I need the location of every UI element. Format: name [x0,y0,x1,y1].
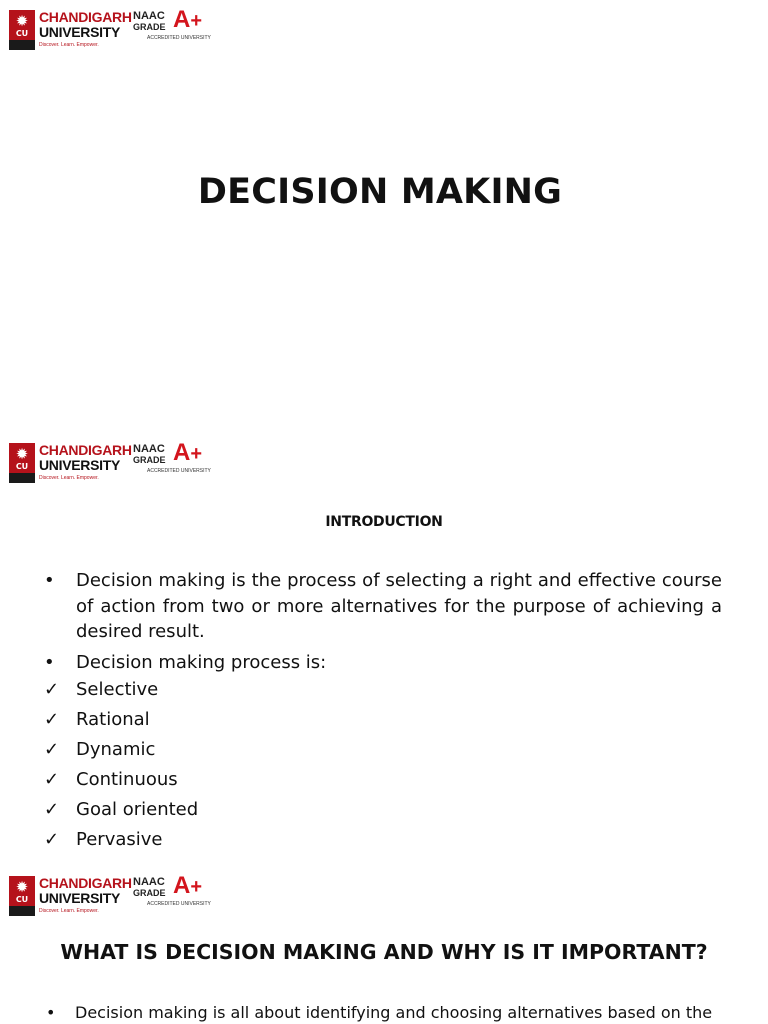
bullet-icon: • [44,651,55,673]
grade-a-plus-badge: A+ [173,6,203,33]
checklist-item: ✓ Pervasive [44,827,722,853]
checkmark-icon: ✓ [44,709,60,730]
university-name: CHANDIGARH UNIVERSITY [39,9,132,40]
checklist-item: ✓ Goal oriented [44,797,722,823]
checklist-item: ✓ Dynamic [44,737,722,763]
tagline: Discover. Learn. Empower. [39,908,99,914]
university-name: CHANDIGARH UNIVERSITY [39,875,132,906]
accredited-label: ACCREDITED UNIVERSITY [147,468,211,474]
grade-a-plus-badge: A+ [173,439,203,466]
slide-what-is-decision-making: ✹ CU CHANDIGARH UNIVERSITY Discover. Learn. Empower. NAAC GRADE A+ ACCREDITED UNIVERSITY WHAT IS DECISION MAKING AND WHY IS IT IMPORTANT? • Decision making is all about identifying and choosing alternatives based on the [0,865,768,1024]
tagline: Discover. Learn. Empower. [39,42,99,48]
accredited-label: ACCREDITED UNIVERSITY [147,35,211,41]
tagline: Discover. Learn. Empower. [39,475,99,481]
accredited-label: ACCREDITED UNIVERSITY [147,901,211,907]
list-item: • Decision making is the process of selecting a right and effective course of action from two or more alternatives for the purpose of achieving a desired result. [44,570,722,642]
checklist-item: ✓ Rational [44,707,722,733]
list-item: • Decision making process is: [44,650,722,676]
bullet-icon: • [46,1003,56,1022]
checkmark-icon: ✓ [44,829,60,850]
university-logo [9,439,211,487]
cu-seal-icon: ✹ CU [9,876,35,916]
university-logo [9,6,211,54]
checklist-item: ✓ Continuous [44,767,722,793]
university-name: CHANDIGARH UNIVERSITY [39,442,132,473]
slide-title-text: WHAT IS DECISION MAKING AND WHY IS IT IMPORTANT? [60,940,708,964]
checkmark-icon: ✓ [44,679,60,700]
bullet-list [44,568,722,857]
university-logo [9,872,211,920]
checkmark-icon: ✓ [44,769,60,790]
grade-a-plus-badge: A+ [173,872,203,899]
checkmark-icon: ✓ [44,799,60,820]
naac-label: NAAC GRADE [133,876,166,898]
slide-title-text: DECISION MAKING [197,172,563,212]
naac-label: NAAC GRADE [133,10,166,32]
slide-introduction [0,432,768,865]
checklist-item: ✓ Selective [44,677,722,703]
naac-label: NAAC GRADE [133,443,166,465]
cu-seal-icon: ✹ CU [9,10,35,50]
checkmark-icon: ✓ [44,739,60,760]
section-heading: INTRODUCTION [325,514,443,530]
slide-title [0,0,768,432]
bullet-icon: • [44,570,55,591]
cu-seal-icon: ✹ CU [9,443,35,483]
